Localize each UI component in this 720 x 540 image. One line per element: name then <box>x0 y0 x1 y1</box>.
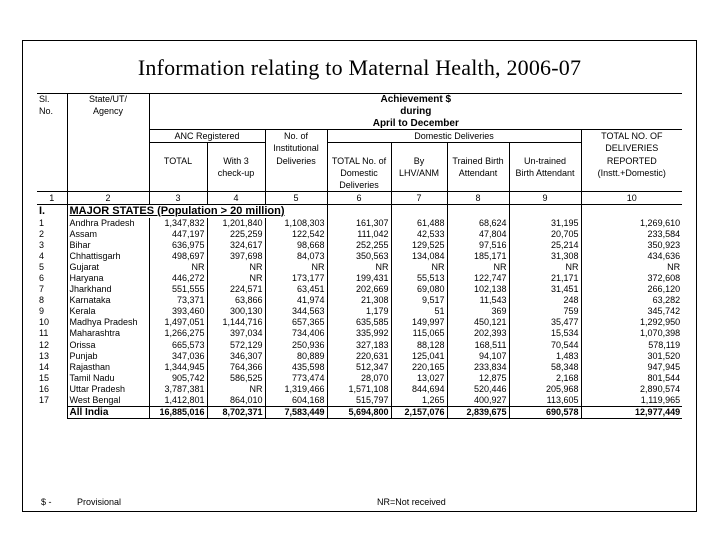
table-row <box>37 262 682 273</box>
cell-total: 2,890,574 <box>581 384 682 395</box>
header-sl: Sl. <box>39 93 50 104</box>
footnote-not-received: NR=Not received <box>377 497 446 507</box>
header-lhv-2: LHV/ANM <box>391 167 447 179</box>
cell-untrained: 15,534 <box>509 328 581 339</box>
cell-anc-total: 1,347,832 <box>149 218 207 229</box>
header-anc-with3-2: check-up <box>207 167 265 179</box>
cell-untrained: 20,705 <box>509 229 581 240</box>
cell-dom-total: 327,183 <box>327 340 391 351</box>
section-number: I. <box>39 204 46 217</box>
table-row <box>37 340 682 351</box>
all-india-label: All India <box>67 407 149 419</box>
cell-trained: 97,516 <box>447 240 509 251</box>
cell-total: 345,742 <box>581 306 682 317</box>
cell-sl: 2 <box>39 228 45 239</box>
cell-anc-3: 864,010 <box>207 395 265 407</box>
cell-total: 1,070,398 <box>581 328 682 339</box>
cell-inst: 173,177 <box>265 273 327 284</box>
column-number: 1 <box>37 192 67 205</box>
cell-total: 266,120 <box>581 284 682 295</box>
cell-anc-total: 73,371 <box>149 295 207 306</box>
header-untrained-1: Un-trained <box>509 155 581 167</box>
cell-state: Punjab <box>67 351 149 362</box>
cell-sl: 1 <box>39 217 45 228</box>
column-number: 4 <box>207 192 265 205</box>
header-total-reported-1: TOTAL NO. OF <box>581 130 682 143</box>
cell-anc-total: 498,697 <box>149 251 207 262</box>
cell-inst: 1,319,466 <box>265 384 327 395</box>
cell-lhv: 13,027 <box>391 373 447 384</box>
table-row <box>37 384 682 395</box>
cell-untrained: 21,171 <box>509 273 581 284</box>
header-domestic-total-3: Deliveries <box>327 179 391 192</box>
cell-untrained: 1,483 <box>509 351 581 362</box>
table-row <box>37 229 682 240</box>
cell-lhv: 115,065 <box>391 328 447 339</box>
cell-trained: 11,543 <box>447 295 509 306</box>
cell-state: Uttar Pradesh <box>67 384 149 395</box>
cell-anc-3: 397,698 <box>207 251 265 262</box>
table-row <box>37 362 682 373</box>
cell-anc-3: 324,617 <box>207 240 265 251</box>
header-lhv-1: By <box>391 155 447 167</box>
column-number: 6 <box>327 192 391 205</box>
footnote-provisional: Provisional <box>77 497 122 507</box>
cell-untrained: 31,308 <box>509 251 581 262</box>
cell-inst: 657,365 <box>265 317 327 328</box>
cell-untrained: 2,168 <box>509 373 581 384</box>
cell-untrained: 205,968 <box>509 384 581 395</box>
header-institutional-2: Institutional <box>265 143 327 156</box>
state-rows <box>37 218 682 407</box>
cell-anc-total: 1,266,275 <box>149 328 207 339</box>
cell-inst: 604,168 <box>265 395 327 407</box>
header-sl-no: No. <box>39 105 54 116</box>
cell-trained: 185,171 <box>447 251 509 262</box>
cell-anc-3: 586,525 <box>207 373 265 384</box>
table-row <box>37 351 682 362</box>
cell-anc-3: 397,034 <box>207 328 265 339</box>
column-number: 8 <box>447 192 509 205</box>
cell-untrained: 58,348 <box>509 362 581 373</box>
header-total-reported-3: REPORTED <box>581 155 682 167</box>
cell-lhv: 129,525 <box>391 240 447 251</box>
cell-untrained: 31,195 <box>509 218 581 229</box>
cell-dom-total: NR <box>327 262 391 273</box>
header-untrained-2: Birth Attendant <box>509 167 581 179</box>
header-row-8 <box>37 179 682 192</box>
cell-inst: 1,108,303 <box>265 218 327 229</box>
header-domestic-total-1: TOTAL No. of <box>327 155 391 167</box>
cell-trained: 168,511 <box>447 340 509 351</box>
cell-state: Tamil Nadu <box>67 373 149 384</box>
header-row-4 <box>37 130 682 143</box>
cell-lhv: 220,165 <box>391 362 447 373</box>
cell-total: 1,119,965 <box>581 395 682 407</box>
cell-total: 801,544 <box>581 373 682 384</box>
cell-inst: 63,451 <box>265 284 327 295</box>
all-india-untrained: 690,578 <box>509 407 581 419</box>
cell-dom-total: 28,070 <box>327 373 391 384</box>
cell-inst: 80,889 <box>265 351 327 362</box>
cell-lhv: 51 <box>391 306 447 317</box>
cell-sl: 11 <box>39 328 49 339</box>
table-row <box>37 328 682 339</box>
column-number: 9 <box>509 192 581 205</box>
cell-total: 578,119 <box>581 340 682 351</box>
cell-trained: 369 <box>447 306 509 317</box>
cell-lhv: 55,513 <box>391 273 447 284</box>
cell-inst: 250,936 <box>265 340 327 351</box>
cell-total: 1,269,610 <box>581 218 682 229</box>
cell-state: Jharkhand <box>67 284 149 295</box>
cell-anc-total: 3,787,381 <box>149 384 207 395</box>
cell-dom-total: 512,347 <box>327 362 391 373</box>
cell-anc-total: 446,272 <box>149 273 207 284</box>
cell-untrained: 113,605 <box>509 395 581 407</box>
cell-anc-3: 572,129 <box>207 340 265 351</box>
footnote <box>37 497 682 509</box>
cell-dom-total: 202,669 <box>327 284 391 295</box>
cell-trained: 12,875 <box>447 373 509 384</box>
header-row-1 <box>37 93 682 105</box>
cell-state: Gujarat <box>67 262 149 273</box>
cell-sl: 15 <box>39 372 50 383</box>
cell-dom-total: 335,992 <box>327 328 391 339</box>
table-row <box>37 373 682 384</box>
cell-inst: 734,406 <box>265 328 327 339</box>
cell-dom-total: 21,308 <box>327 295 391 306</box>
all-india-institutional: 7,583,449 <box>265 407 327 419</box>
cell-inst: 344,563 <box>265 306 327 317</box>
cell-lhv: NR <box>391 262 447 273</box>
table-row <box>37 317 682 328</box>
maternal-health-table <box>37 93 682 419</box>
cell-dom-total: 1,179 <box>327 306 391 317</box>
cell-anc-3: 63,866 <box>207 295 265 306</box>
all-india-row <box>37 407 682 419</box>
header-trained-1: Trained Birth <box>447 155 509 167</box>
header-institutional-1: No. of <box>265 130 327 143</box>
cell-untrained: 248 <box>509 295 581 306</box>
cell-sl: 9 <box>39 306 45 317</box>
cell-trained: 233,834 <box>447 362 509 373</box>
table-row <box>37 306 682 317</box>
cell-total: 350,923 <box>581 240 682 251</box>
section-label: MAJOR STATES (Population > 20 million) <box>67 205 327 218</box>
cell-sl: 6 <box>39 273 45 284</box>
cell-anc-total: 1,412,801 <box>149 395 207 407</box>
cell-inst: 84,073 <box>265 251 327 262</box>
header-anc-total: TOTAL <box>149 155 207 167</box>
cell-trained: 400,927 <box>447 395 509 407</box>
header-agency: Agency <box>67 105 149 117</box>
table-row <box>37 251 682 262</box>
cell-inst: 98,668 <box>265 240 327 251</box>
cell-state: Rajasthan <box>67 362 149 373</box>
header-row-2 <box>37 105 682 117</box>
table-row <box>37 295 682 306</box>
cell-dom-total: 350,563 <box>327 251 391 262</box>
cell-state: Chhattisgarh <box>67 251 149 262</box>
cell-inst: 122,542 <box>265 229 327 240</box>
column-number-row <box>37 192 682 205</box>
cell-sl: 14 <box>39 361 50 372</box>
cell-anc-total: 551,555 <box>149 284 207 295</box>
cell-trained: 450,121 <box>447 317 509 328</box>
cell-total: 301,520 <box>581 351 682 362</box>
cell-lhv: 61,488 <box>391 218 447 229</box>
cell-trained: NR <box>447 262 509 273</box>
column-number: 3 <box>149 192 207 205</box>
cell-anc-3: NR <box>207 384 265 395</box>
cell-state: Karnataka <box>67 295 149 306</box>
cell-anc-3: NR <box>207 262 265 273</box>
cell-trained: 47,804 <box>447 229 509 240</box>
cell-state: Orissa <box>67 340 149 351</box>
cell-untrained: 25,214 <box>509 240 581 251</box>
cell-anc-total: 447,197 <box>149 229 207 240</box>
cell-trained: 102,138 <box>447 284 509 295</box>
column-number: 10 <box>581 192 682 205</box>
cell-anc-total: 347,036 <box>149 351 207 362</box>
cell-untrained: 35,477 <box>509 317 581 328</box>
cell-state: Maharashtra <box>67 328 149 339</box>
cell-anc-3: 300,130 <box>207 306 265 317</box>
cell-untrained: 31,451 <box>509 284 581 295</box>
cell-state: Haryana <box>67 273 149 284</box>
cell-sl: 10 <box>39 317 50 328</box>
all-india-anc-total: 16,885,016 <box>149 407 207 419</box>
cell-anc-3: 225,259 <box>207 229 265 240</box>
header-achievement: Achievement $ <box>149 93 682 105</box>
cell-lhv: 1,265 <box>391 395 447 407</box>
cell-lhv: 134,084 <box>391 251 447 262</box>
cell-total: NR <box>581 262 682 273</box>
cell-anc-3: NR <box>207 273 265 284</box>
header-period: April to December <box>149 117 682 130</box>
header-institutional-3: Deliveries <box>265 155 327 167</box>
cell-sl: 5 <box>39 261 45 272</box>
cell-total: 1,292,950 <box>581 317 682 328</box>
cell-anc-total: NR <box>149 262 207 273</box>
cell-sl: 7 <box>39 284 45 295</box>
cell-inst: 773,474 <box>265 373 327 384</box>
cell-untrained: 759 <box>509 306 581 317</box>
cell-anc-3: 1,144,716 <box>207 317 265 328</box>
cell-anc-3: 346,307 <box>207 351 265 362</box>
all-india-total: 12,977,449 <box>581 407 682 419</box>
cell-anc-total: 636,975 <box>149 240 207 251</box>
cell-total: 947,945 <box>581 362 682 373</box>
cell-dom-total: 1,571,108 <box>327 384 391 395</box>
cell-lhv: 42,533 <box>391 229 447 240</box>
cell-inst: 41,974 <box>265 295 327 306</box>
column-number: 5 <box>265 192 327 205</box>
header-trained-2: Attendant <box>447 167 509 179</box>
cell-anc-total: 665,573 <box>149 340 207 351</box>
cell-dom-total: 161,307 <box>327 218 391 229</box>
header-during: during <box>149 105 682 117</box>
cell-sl: 16 <box>39 383 50 394</box>
cell-trained: 520,446 <box>447 384 509 395</box>
cell-anc-3: 224,571 <box>207 284 265 295</box>
table-row <box>37 240 682 251</box>
cell-anc-total: 1,497,051 <box>149 317 207 328</box>
table-row <box>37 218 682 229</box>
all-india-lhv: 2,157,076 <box>391 407 447 419</box>
cell-lhv: 844,694 <box>391 384 447 395</box>
cell-inst: NR <box>265 262 327 273</box>
cell-anc-total: 393,460 <box>149 306 207 317</box>
cell-sl: 12 <box>39 339 50 350</box>
all-india-domestic-total: 5,694,800 <box>327 407 391 419</box>
cell-sl: 13 <box>39 350 50 361</box>
header-total-reported-4: (Instt.+Domestic) <box>581 167 682 179</box>
header-row-3 <box>37 117 682 130</box>
cell-total: 372,608 <box>581 273 682 284</box>
cell-state: Bihar <box>67 240 149 251</box>
header-state: State/UT/ <box>67 93 149 105</box>
cell-lhv: 125,041 <box>391 351 447 362</box>
table-row <box>37 273 682 284</box>
cell-anc-3: 1,201,840 <box>207 218 265 229</box>
cell-inst: 435,598 <box>265 362 327 373</box>
cell-state: Madhya Pradesh <box>67 317 149 328</box>
cell-untrained: 70,544 <box>509 340 581 351</box>
cell-dom-total: 515,797 <box>327 395 391 407</box>
cell-dom-total: 199,431 <box>327 273 391 284</box>
all-india-trained: 2,839,675 <box>447 407 509 419</box>
header-anc-registered: ANC Registered <box>149 130 265 143</box>
cell-sl: 3 <box>39 239 45 250</box>
cell-dom-total: 635,585 <box>327 317 391 328</box>
cell-trained: 202,393 <box>447 328 509 339</box>
cell-anc-total: 1,344,945 <box>149 362 207 373</box>
cell-state: West Bengal <box>67 395 149 407</box>
cell-total: 63,282 <box>581 295 682 306</box>
all-india-anc-3: 8,702,371 <box>207 407 265 419</box>
cell-total: 233,584 <box>581 229 682 240</box>
cell-dom-total: 252,255 <box>327 240 391 251</box>
section-row <box>37 205 682 218</box>
cell-lhv: 9,517 <box>391 295 447 306</box>
cell-lhv: 149,997 <box>391 317 447 328</box>
header-anc-with3-1: With 3 <box>207 155 265 167</box>
cell-state: Assam <box>67 229 149 240</box>
header-domestic-deliveries: Domestic Deliveries <box>327 130 581 143</box>
column-number: 7 <box>391 192 447 205</box>
header-total-reported-2: DELIVERIES <box>581 143 682 156</box>
header-row-7 <box>37 167 682 179</box>
header-row-5 <box>37 143 682 156</box>
header-row-6 <box>37 155 682 167</box>
cell-trained: 122,747 <box>447 273 509 284</box>
document-frame <box>22 40 697 512</box>
cell-state: Andhra Pradesh <box>67 218 149 229</box>
column-number: 2 <box>67 192 149 205</box>
cell-sl: 17 <box>39 395 50 406</box>
table-row <box>37 284 682 295</box>
cell-trained: 68,624 <box>447 218 509 229</box>
cell-total: 434,636 <box>581 251 682 262</box>
page-title: Information relating to Maternal Health, 2006-07 <box>137 55 582 80</box>
cell-sl: 4 <box>39 250 45 261</box>
cell-anc-total: 905,742 <box>149 373 207 384</box>
cell-trained: 94,107 <box>447 351 509 362</box>
cell-dom-total: 220,631 <box>327 351 391 362</box>
table-row <box>37 395 682 407</box>
cell-lhv: 88,128 <box>391 340 447 351</box>
cell-dom-total: 111,042 <box>327 229 391 240</box>
cell-lhv: 69,080 <box>391 284 447 295</box>
footnote-mark: $ - <box>41 497 52 507</box>
cell-anc-3: 764,366 <box>207 362 265 373</box>
cell-untrained: NR <box>509 262 581 273</box>
cell-sl: 8 <box>39 295 45 306</box>
header-domestic-total-2: Domestic <box>327 167 391 179</box>
cell-state: Kerala <box>67 306 149 317</box>
